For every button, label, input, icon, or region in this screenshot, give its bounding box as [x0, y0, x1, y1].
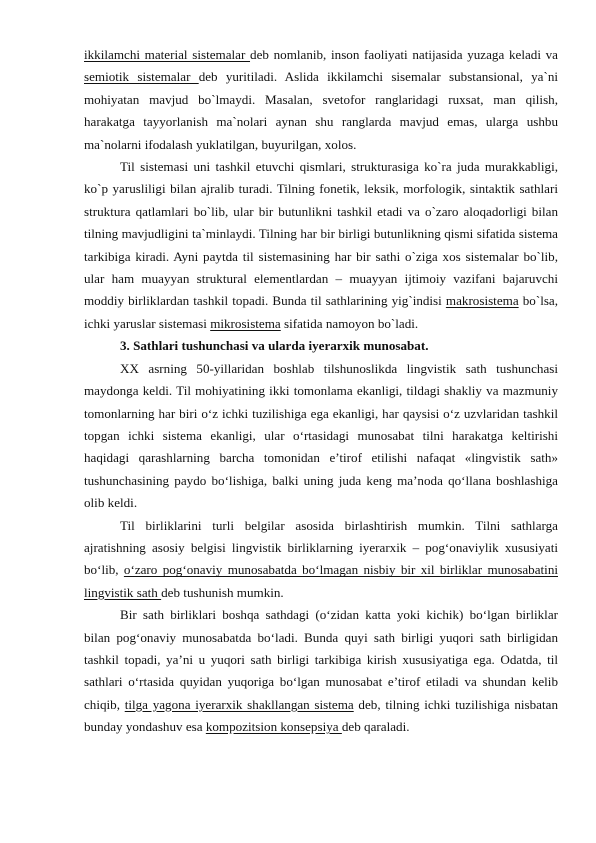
underlined-term: semiotik sistemalar	[84, 69, 199, 85]
text-run: bo`lsa, ichki yaruslar sistemasi	[84, 293, 559, 331]
text-run: 3. Sathlari tushunchasi va ularda iyerarxik munosabat.	[120, 338, 429, 354]
text-run: deb qaraladi.	[341, 719, 410, 735]
underlined-term: o‘zaro pog‘onaviy munosabatda bo‘lmagan nisbiy bir xil birliklar munosabatini lingvistik sath	[84, 562, 558, 600]
section-heading	[84, 335, 558, 357]
underlined-term: tilga yagona iyerarxik shakllangan sistema	[124, 696, 354, 712]
body-paragraph	[84, 515, 558, 605]
text-run: deb yuritiladi. Aslida ikkilamchi sisemalar substansional, ya`ni mohiyatan mavjud bo`lmaydi. Masalan, svetofor ranglaridagi ruxsat, man qilish, harakatga tayyorlanish ma`nolari aynan shu ranglarda mavjud emas, ularga ushbu ma`nolarni ifodalash yuklatilgan, buyurilgan, xolos.	[84, 69, 559, 152]
text-run: deb nomlanib, inson faoliyati natijasida yuzaga keladi va	[250, 47, 558, 62]
text-run: deb, tilning ichki tuzilishiga nisbatan bunday yondashuv esa	[84, 696, 558, 735]
body-paragraph	[84, 44, 558, 156]
text-run: Bir sath birliklari boshqa sathdagi (o‘zidan katta yoki kichik) bo‘lgan birliklar bilan pog‘onaviy munosabatda bo‘ladi. Bunda quyi sath birligi yuqori sath birligidan tashkil topadi, ya’ni u yuqori sath birligi tarkibiga kirish xususiyatiga ega. Odatda, til sathlari o‘rtasida quyidan yuqoriga bo‘lgan munosabat e’tirof etiladi va shundan kelib chiqib,	[84, 607, 558, 712]
underlined-term: ikkilamchi material sistemalar	[84, 47, 251, 62]
text-run: sifatida namoyon bo`ladi.	[280, 315, 419, 331]
underlined-term: makrosistema	[445, 293, 519, 309]
text-run: deb tushunish mumkin.	[161, 584, 284, 600]
text-run: Til sistemasi uni tashkil etuvchi qismlari, strukturasiga ko`ra juda murakkabligi, ko`p yarusliligi bilan ajralib turadi. Tilning fonetik, leksik, morfologik, sintaktik sathlari struktura qatlamlari bo`lib, ular bir butunlikni tashkil etadi va o`zaro aloqadorligi bilan tilning mavjudligini ta`minlaydi. Tilning har bir birligi butunlikning qismi sifatida sistema tarkibiga kiradi. Ayni paytda til sistemasining har bir sathi o`ziga xos sistemalar bo`lib, ular ham muayyan struktural elementlardan – muayyan ijtimoiy vazifani bajaruvchi moddiy birliklardan tashkil topadi. Bunda til sathlarining yig`indisi	[84, 159, 558, 309]
text-run: XX asrning 50-yillaridan boshlab tilshunoslikda lingvistik sath tushunchasi maydonga keldi. Til mohiyatining ikki tomonlama ekanligi, tildagi shakliy va mazmuniy tomonlarning har biri o‘z ichki tuzilishiga ega ekanligi, har qaysisi o‘z uzvlaridan tashkil topgan ichki sistema ekanligi, ular o‘rtasidagi munosabat tilni harakatga keltirishi haqidagi qarashlarning barcha tomonidan e’tirof etilishi nafaqat «lingvistik sath» tushunchasining paydo bo‘lishiga, balki uning juda keng ma’noda qo‘llana boshlashiga olib keldi.	[84, 360, 558, 511]
underlined-term: kompozitsion konsepsiya	[205, 719, 342, 735]
document-page	[84, 44, 558, 739]
text-run: Til birliklarini turli belgilar asosida birlashtirish mumkin. Tilni sathlarga ajratishning asosiy belgisi lingvistik birliklarning iyerarxik – pog‘onaviylik xususiyati bo‘lib,	[84, 517, 558, 578]
underlined-term: mikrosistema	[210, 315, 281, 331]
body-paragraph	[84, 358, 558, 515]
body-paragraph	[84, 604, 558, 738]
body-paragraph	[84, 156, 558, 335]
